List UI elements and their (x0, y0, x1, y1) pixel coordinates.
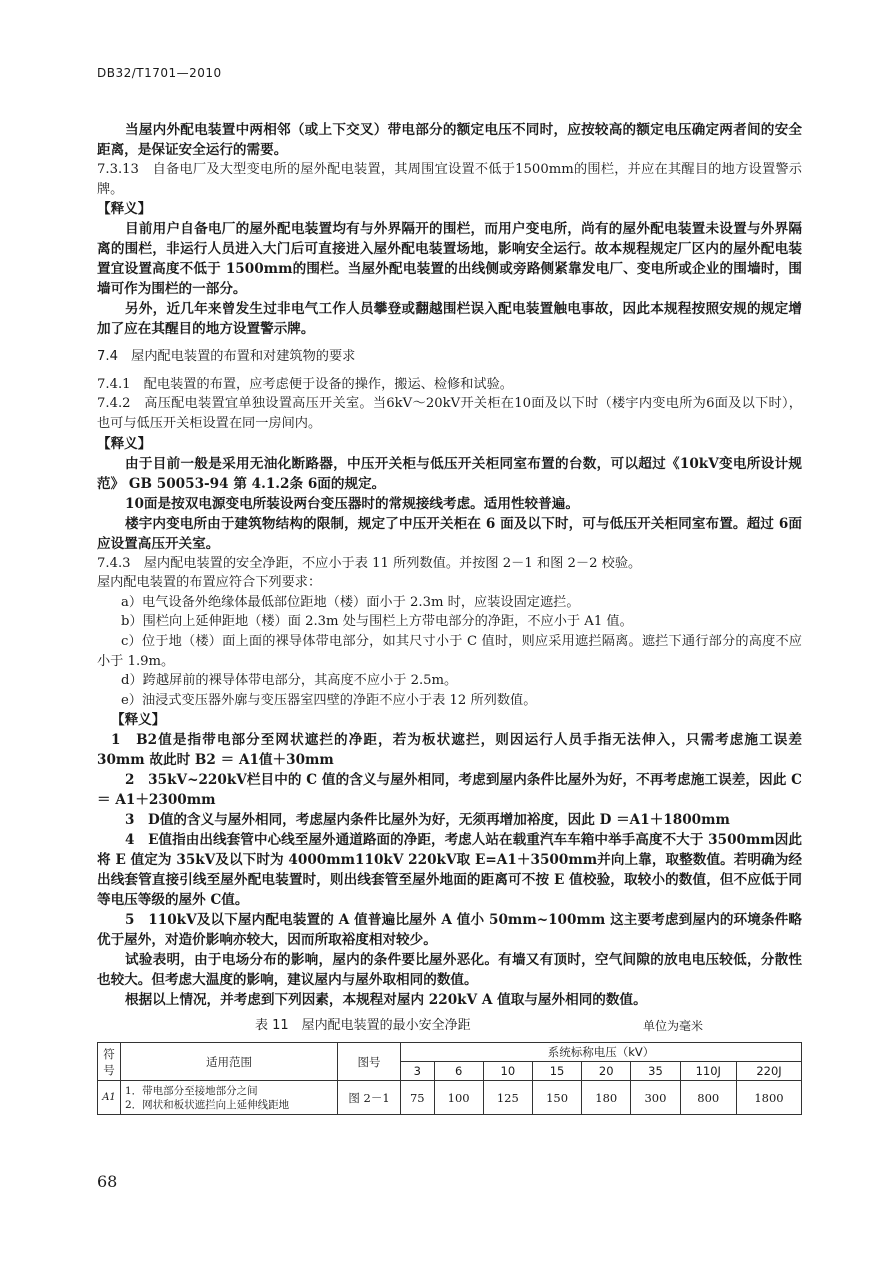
row-scope (121, 1081, 338, 1115)
header-symbol: 符号 (98, 1043, 121, 1081)
page-number: 68 (97, 1172, 118, 1191)
paragraph: 7.4.1 配电装置的布置，应考虑便于设备的操作，搬运、检修和试验。 (97, 376, 513, 392)
paragraph: 3 D值的含义与屋外相同，考虑屋内条件比屋外为好，无须再增加裕度，因此 D ＝A1＋1800mm (125, 812, 730, 829)
table-caption (97, 1016, 802, 1038)
paragraph: e）油浸式变压器外廓与变压器室四壁的净距不应小于表 12 所列数值。 (121, 692, 537, 708)
table-title: 表 11 屋内配电装置的最小安全净距 (255, 1018, 471, 1034)
paragraph: 另外，近几年来曾发生过非电气工作人员攀登或翻越围栏误入配电装置触电事故，因此本规程按照安规的规定增加了应在其醒目的地方设置警示牌。 (97, 301, 802, 338)
header-figure: 图号 (338, 1043, 401, 1081)
header-scope: 适用范围 (121, 1043, 338, 1081)
row-symbol: A1 (98, 1081, 121, 1115)
paragraph: 7.3.13 自备电厂及大型变电所的屋外配电装置，其周围宜设置不低于1500mm的围栏，并应在其醒目的地方设置警示牌。 (97, 162, 802, 197)
paragraph: 楼宇内变电所由于建筑物结构的限制，规定了中压开关柜在 6 面及以下时，可与低压开关柜同室布置。超过 6面应设置高压开关室。 (97, 515, 802, 552)
paragraph: b）围栏向上延伸距地（楼）面 2.3m 处与围栏上方带电部分的净距，不应小于 A1 值。 (121, 614, 633, 630)
table-cell: 150 (532, 1081, 581, 1115)
paragraph: 屋内配电装置的布置应符合下列要求： (97, 575, 322, 591)
paragraph: d）跨越屏前的裸导体带电部分，其高度不应小于 2.5m。 (121, 673, 458, 689)
paragraph: 4 E值指由出线套管中心线至屋外通道路面的净距，考虑人站在载重汽车车箱中举手高度不大于 3500mm因此将 E 值定为 35kV及以下时为 4000mm110kV 220kV取 E=A1＋3500mm并向上靠，取整数值。若明确为经出线套管直接引线至屋外配电装置时，则出线套管至屋外地面的距离可不按 E 值校验，取较小的数值，但不应低于同等电压等级的屋外 C值。 (97, 832, 802, 909)
paragraph: 2 35kV~220kV栏目中的 C 值的含义与屋外相同，考虑到屋内条件比屋外为好，不再考虑施工误差，因此 C ＝ A1＋2300mm (97, 772, 802, 809)
annotation-heading: 【释义】 (97, 201, 152, 218)
header-voltage: 系统标称电压（kV） (401, 1043, 802, 1062)
table-cell: 125 (483, 1081, 532, 1115)
paragraph: 当屋内外配电装置中两相邻（或上下交叉）带电部分的额定电压不同时，应按较高的额定电压确定两者间的安全距离，是保证安全运行的需要。 (97, 122, 802, 158)
paragraph: a）电气设备外绝缘体最低部位距地（楼）面小于 2.3m 时，应装设固定遮拦。 (121, 594, 580, 610)
paragraph: 7.4.3 屋内配电装置的安全净距，不应小于表 11 所列数值。并按图 2－1 和图 2－2 校验。 (97, 555, 642, 571)
scope-line: 2．网状和板状遮拦向上延伸线距地 (125, 1098, 290, 1111)
paragraph: 10面是按双电源变电所装设两台变压器时的常规接线考虑。适用性较普遍。 (125, 495, 579, 512)
row-figure: 图 2－1 (338, 1081, 401, 1115)
voltage-col-header: 110J (680, 1062, 736, 1081)
section-heading: 7.4 屋内配电装置的布置和对建筑物的要求 (97, 349, 356, 365)
paragraph: 目前用户自备电厂的屋外配电装置均有与外界隔开的围栏，而用户变电所，尚有的屋外配电装置未设置与外界隔离的围栏，非运行人员进入大门后可直接进入屋外配电装置场地，影响安全运行。故本规程规定厂区内的屋外配电装置宜设置高度不低于 1500mm的围栏。当屋外配电装置的出线侧或旁路侧紧靠发电厂、变电所或企业的围墙时，围墙可作为围栏的一部分。 (97, 221, 802, 298)
paragraph: 根据以上情况，并考虑到下列因素，本规程对屋内 220kV A 值取与屋外相同的数值。 (125, 992, 647, 1009)
annotation-heading: 【释义】 (97, 435, 152, 452)
table-cell: 75 (401, 1081, 435, 1115)
table-cell: 100 (434, 1081, 483, 1115)
voltage-col-header: 6 (434, 1062, 483, 1081)
voltage-col-header: 20 (582, 1062, 631, 1081)
annotation-heading: 【释义】 (111, 712, 166, 729)
table-cell: 800 (680, 1081, 736, 1115)
table-row (98, 1081, 802, 1115)
paragraph: 5 110kV及以下屋内配电装置的 A 值普遍比屋外 A 值小 50mm~100mm 这主要考虑到屋内的环境条件略优于屋外，对造价影响亦较大，因而所取裕度相对较少。 (97, 912, 802, 949)
clearance-table (97, 1042, 802, 1115)
table-cell: 300 (631, 1081, 680, 1115)
paragraph: 试验表明，由于电场分布的影响，屋内的条件要比屋外恶化。有墙又有顶时，空气间隙的放电电压较低，分散性也较大。但考虑大温度的影响，建议屋内与屋外取相同的数值。 (97, 952, 802, 989)
voltage-col-header: 220J (737, 1062, 802, 1081)
paragraph: 1 B2值是指带电部分至网状遮拦的净距，若为板状遮拦，则因运行人员手指无法伸入，只需考虑施工误差 30mm 故此时 B2 ＝ A1值＋30mm (97, 732, 802, 769)
paragraph: 由于目前一般是采用无油化断路器，中压开关柜与低压开关柜同室布置的台数，可以超过《10kV变电所设计规范》 GB 50053-94 第 4.1.2条 6面的规定。 (97, 455, 802, 492)
scope-line: 1．带电部分至接地部分之间 (125, 1084, 258, 1097)
table-cell: 180 (582, 1081, 631, 1115)
standard-code-header: DB32/T1701—2010 (97, 66, 222, 80)
voltage-col-header: 10 (483, 1062, 532, 1081)
page-body (97, 120, 802, 1115)
table-cell: 1800 (737, 1081, 802, 1115)
voltage-col-header: 15 (532, 1062, 581, 1081)
voltage-col-header: 3 (401, 1062, 435, 1081)
paragraph: 7.4.2 高压配电装置宜单独设置高压开关室。当6kV～20kV开关柜在10面及以下时（楼宇内变电所为6面及以下时），也可与低压开关柜设置在同一房间内。 (97, 396, 802, 431)
paragraph: c）位于地（楼）面上面的裸导体带电部分，如其尺寸小于 C 值时，则应采用遮拦隔离。遮拦下通行部分的高度不应小于 1.9m。 (97, 633, 802, 669)
voltage-col-header: 35 (631, 1062, 680, 1081)
table-unit: 单位为毫米 (643, 1019, 704, 1034)
